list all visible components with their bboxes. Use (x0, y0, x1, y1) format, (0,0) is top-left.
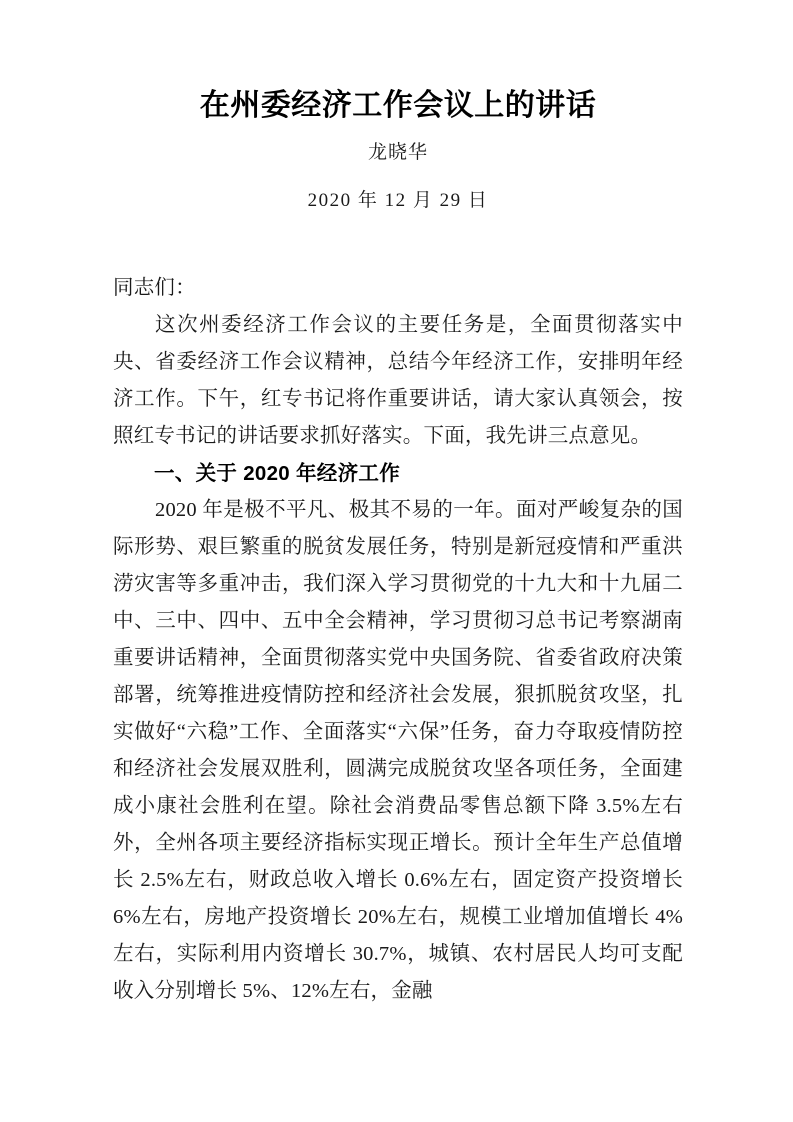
document-body (113, 214, 683, 1010)
document-content (113, 0, 683, 1010)
document-date: 2020 年 12 月 29 日 (307, 190, 489, 211)
page-title: 在州委经济工作会议上的讲话 (199, 89, 597, 122)
salutation-line: 同志们： (113, 277, 196, 299)
intro-paragraph: 这次州委经济工作会议的主要任务是，全面贯彻落实中央、省委经济工作会议精神，总结今年经济工作，安排明年经济工作。下午，红专书记将作重要讲话，请大家认真领会，按照红专书记的讲话要求抓好落实。下面，我先讲三点意见。 (113, 314, 683, 447)
document-author: 龙晓华 (367, 142, 428, 163)
section-one-paragraph: 2020 年是极不平凡、极其不易的一年。面对严峻复杂的国际形势、艰巨繁重的脱贫发展任务，特别是新冠疫情和严重洪涝灾害等多重冲击，我们深入学习贯彻党的十九大和十九届二中、三中、四中、五中全会精神，学习贯彻习总书记考察湖南重要讲话精神，全面贯彻落实党中央国务院、省委省政府决策部署，统筹推进疫情防控和经济社会发展，狠抓脱贫攻坚，扎实做好“六稳”工作、全面落实“六保”任务，奋力夺取疫情防控和经济社会发展双胜利，圆满完成脱贫攻坚各项任务，全面建成小康社会胜利在望。除社会消费品零售总额下降 3.5%左右外，全州各项主要经济指标实现正增长。预计全年生产总值增长 2.5%左右，财政总收入增长 0.6%左右，固定资产投资增长 6%左右，房地产投资增长 20%左右，规模工业增加值增长 4%左右，实际利用内资增长 30.7%，城镇、农村居民人均可支配收入分别增长 5%、12%左右，金融 (113, 499, 683, 1002)
section-heading-one: 一、关于 2020 年经济工作 (154, 462, 400, 485)
